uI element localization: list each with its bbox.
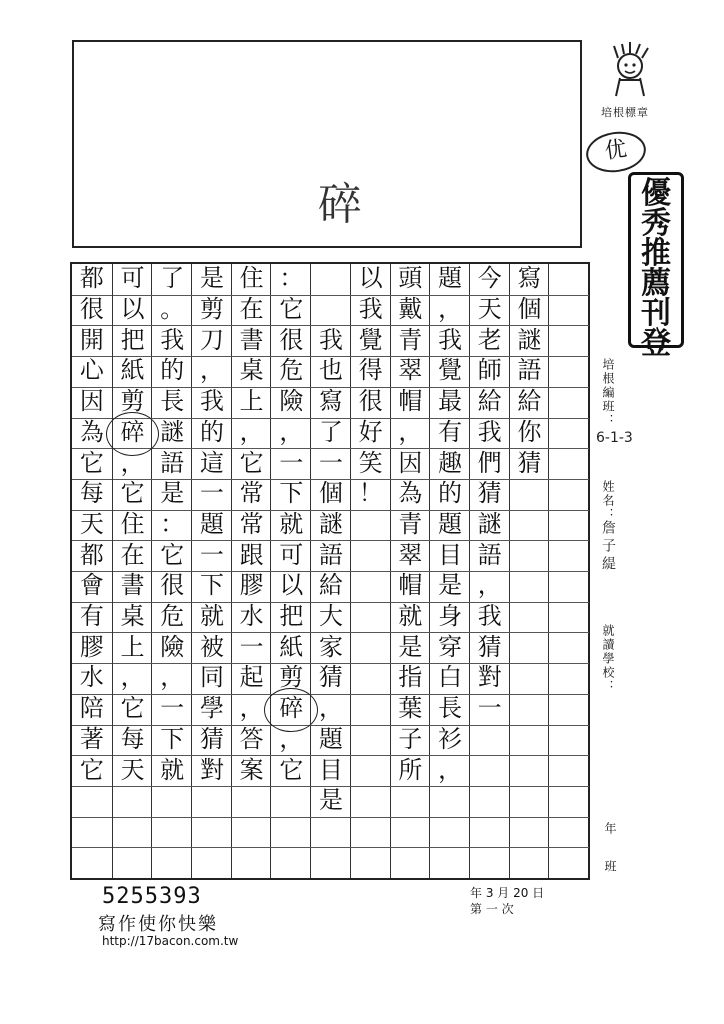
- essay-char: 膠: [79, 632, 104, 661]
- essay-char: 是: [438, 571, 463, 600]
- essay-char: 為: [79, 417, 104, 446]
- essay-char: 是: [199, 264, 224, 293]
- essay-char: [470, 817, 510, 848]
- essay-char: [470, 755, 510, 786]
- essay-char: 我: [199, 387, 224, 416]
- essay-char: 就: [398, 602, 423, 631]
- essay-char: [510, 694, 550, 725]
- essay-char: 險: [279, 387, 304, 416]
- essay-char: 你: [517, 417, 542, 446]
- essay-char: [391, 847, 431, 878]
- essay-char: [351, 817, 391, 848]
- essay-char: 它: [79, 448, 104, 477]
- teacher-circle-mark: [106, 412, 160, 457]
- essay-char: 有: [438, 417, 463, 446]
- banner-char: 薦: [641, 266, 671, 301]
- essay-char: 老: [477, 325, 502, 354]
- essay-char: 大: [319, 602, 343, 631]
- essay-char: 就: [199, 602, 224, 631]
- essay-char: [72, 817, 112, 848]
- essay-char: 心: [79, 356, 104, 385]
- class-label: 培根編班：: [601, 358, 615, 428]
- bacon-mascot-icon: [600, 40, 660, 100]
- essay-char: 起: [239, 663, 264, 692]
- website-url: http://17bacon.com.tw: [102, 934, 239, 948]
- essay-char: [549, 602, 589, 633]
- essay-char: [549, 540, 589, 571]
- essay-char: [510, 510, 550, 541]
- essay-char: 猜: [477, 632, 502, 661]
- essay-char: 語: [160, 448, 185, 477]
- essay-char: 膠: [239, 571, 264, 600]
- essay-char: 可: [279, 540, 304, 569]
- essay-char: 剪: [199, 295, 224, 324]
- essay-char: 答: [239, 724, 264, 753]
- essay-char: 會: [79, 571, 104, 600]
- essay-char: 的: [438, 479, 463, 508]
- essay-char: [351, 571, 391, 602]
- essay-char: 為: [398, 479, 423, 508]
- essay-char: [549, 632, 589, 663]
- essay-char: [152, 786, 192, 817]
- essay-char: 葉: [398, 694, 423, 723]
- essay-char: 刀: [199, 325, 224, 354]
- essay-column: [191, 264, 232, 878]
- essay-char: 目: [438, 540, 463, 569]
- essay-char: 我: [477, 417, 502, 446]
- essay-char: 每: [120, 724, 145, 753]
- essay-char: 我: [319, 325, 343, 354]
- essay-char: 。: [160, 295, 185, 324]
- essay-char: [152, 817, 192, 848]
- essay-char: 剪: [120, 387, 145, 416]
- essay-char: [192, 817, 232, 848]
- essay-char: 以: [279, 571, 304, 600]
- date-line: 年 3 月 20 日: [470, 886, 545, 900]
- stamp-label: 培根標章: [601, 106, 649, 119]
- essay-char: 紙: [279, 632, 304, 661]
- essay-char: 危: [160, 602, 185, 631]
- essay-char: ，: [199, 356, 224, 385]
- essay-char: 住: [120, 509, 145, 538]
- essay-char: 著: [79, 724, 104, 753]
- banner-char: 秀: [641, 206, 671, 241]
- essay-char: [271, 817, 311, 848]
- essay-char: ，: [120, 663, 145, 692]
- essay-char: [351, 540, 391, 571]
- essay-char: 帽: [398, 571, 423, 600]
- essay-char: ，: [279, 417, 304, 446]
- essay-char: 書: [239, 325, 264, 354]
- essay-char: 有: [79, 602, 104, 631]
- essay-char: 題: [438, 509, 463, 538]
- essay-char: 很: [79, 295, 104, 324]
- essay-char: 它: [279, 295, 304, 324]
- essay-char: [311, 264, 351, 295]
- essay-char: 陪: [79, 694, 104, 723]
- banner-char: 登: [641, 326, 671, 361]
- essay-char: 把: [279, 602, 304, 631]
- essay-char: [232, 786, 272, 817]
- essay-char: 上: [239, 387, 264, 416]
- essay-char: [510, 540, 550, 571]
- essay-char: 給: [517, 387, 542, 416]
- essay-char: ，: [438, 295, 463, 324]
- essay-char: 書: [120, 571, 145, 600]
- essay-char: [510, 663, 550, 694]
- essay-char: 對: [477, 663, 502, 692]
- essay-column: [112, 264, 153, 878]
- essay-char: [311, 847, 351, 878]
- essay-char: [549, 510, 589, 541]
- essay-char: 我: [438, 325, 463, 354]
- essay-char: 覺: [358, 325, 383, 354]
- essay-char: [549, 295, 589, 326]
- essay-char: 也: [319, 356, 343, 385]
- essay-char: 以: [358, 264, 383, 293]
- essay-char: [391, 817, 431, 848]
- essay-char: 長: [160, 387, 185, 416]
- essay-char: [271, 786, 311, 817]
- essay-char: 今: [477, 264, 502, 293]
- essay-char: [192, 847, 232, 878]
- essay-char: 猜: [199, 724, 224, 753]
- essay-char: 同: [199, 663, 224, 692]
- essay-char: [351, 786, 391, 817]
- essay-char: ，: [438, 755, 463, 784]
- essay-char: 頭: [398, 264, 423, 293]
- essay-char: 很: [358, 387, 383, 416]
- essay-char: [430, 847, 470, 878]
- essay-char: [510, 479, 550, 510]
- essay-char: 開: [79, 325, 104, 354]
- essay-char: 它: [120, 694, 145, 723]
- essay-column: [469, 264, 510, 878]
- essay-char: 們: [477, 448, 502, 477]
- essay-char: 題: [319, 724, 343, 753]
- essay-char: 指: [398, 663, 423, 692]
- essay-column: [350, 264, 391, 878]
- essay-char: 的: [199, 417, 224, 446]
- essay-char: [351, 602, 391, 633]
- essay-char: 是: [319, 786, 343, 815]
- essay-char: 語: [517, 356, 542, 385]
- essay-char: 子: [398, 724, 423, 753]
- essay-char: [510, 725, 550, 756]
- essay-title: 碎: [318, 179, 362, 230]
- essay-char: 桌: [239, 356, 264, 385]
- essay-char: 一: [199, 540, 224, 569]
- name-value: 詹子緹: [600, 520, 616, 574]
- essay-char: [549, 448, 589, 479]
- essay-char: 可: [120, 264, 145, 293]
- essay-char: [549, 817, 589, 848]
- essay-char: 目: [319, 755, 343, 784]
- essay-char: 個: [319, 479, 343, 508]
- class-value: 6-1-3: [596, 430, 633, 446]
- essay-char: [549, 786, 589, 817]
- recommendation-banner: [628, 172, 684, 361]
- essay-char: 因: [79, 387, 104, 416]
- essay-char: [351, 847, 391, 878]
- essay-char: [311, 295, 351, 326]
- essay-char: [549, 325, 589, 356]
- essay-char: [470, 847, 510, 878]
- essay-char: 我: [358, 295, 383, 324]
- essay-char: [549, 264, 589, 295]
- essay-char: 跟: [239, 540, 264, 569]
- essay-char: 題: [199, 509, 224, 538]
- essay-char: [510, 847, 550, 878]
- essay-column: [231, 264, 272, 878]
- submission-count: 第 一 次: [470, 902, 514, 916]
- name-label: 姓名：: [601, 480, 615, 522]
- essay-char: [351, 694, 391, 725]
- essay-char: [72, 786, 112, 817]
- essay-char: 常: [239, 479, 264, 508]
- essay-char: ，: [319, 694, 343, 723]
- essay-char: 很: [279, 325, 304, 354]
- essay-char: ，: [239, 694, 264, 723]
- essay-char: 因: [398, 448, 423, 477]
- essay-char: 翠: [398, 356, 423, 385]
- essay-char: [311, 817, 351, 848]
- essay-char: [72, 847, 112, 878]
- essay-char: 紙: [120, 356, 145, 385]
- essay-char: 都: [79, 264, 104, 293]
- essay-char: [470, 725, 510, 756]
- essay-char: 就: [279, 509, 304, 538]
- essay-char: 猜: [319, 663, 343, 692]
- essay-char: [549, 356, 589, 387]
- essay-char: 了: [160, 264, 185, 293]
- essay-char: [549, 571, 589, 602]
- essay-char: 身: [438, 602, 463, 631]
- essay-column: [548, 264, 589, 878]
- essay-char: [391, 786, 431, 817]
- essay-char: 謎: [477, 509, 502, 538]
- essay-char: 一: [199, 479, 224, 508]
- essay-char: 戴: [398, 295, 423, 324]
- essay-char: [549, 755, 589, 786]
- essay-char: 個: [517, 295, 542, 324]
- essay-char: 把: [120, 325, 145, 354]
- essay-char: [232, 847, 272, 878]
- essay-char: 趣: [438, 448, 463, 477]
- essay-char: 天: [120, 755, 145, 784]
- essay-char: ，: [160, 663, 185, 692]
- banner-char: 刊: [641, 296, 671, 331]
- essay-grid: [70, 262, 590, 880]
- essay-char: ：: [160, 509, 185, 538]
- essay-char: 家: [319, 632, 343, 661]
- essay-char: 它: [239, 448, 264, 477]
- essay-char: [351, 663, 391, 694]
- essay-char: [549, 418, 589, 449]
- essay-char: 它: [279, 755, 304, 784]
- essay-char: 這: [199, 448, 224, 477]
- essay-char: [549, 725, 589, 756]
- essay-char: ，: [120, 448, 145, 477]
- essay-char: [430, 786, 470, 817]
- essay-char: 給: [319, 571, 343, 600]
- essay-char: 一: [160, 694, 185, 723]
- essay-char: ！: [358, 479, 383, 508]
- essay-char: 常: [239, 509, 264, 538]
- essay-char: 天: [477, 295, 502, 324]
- essay-column: [390, 264, 431, 878]
- essay-char: [351, 510, 391, 541]
- essay-char: 案: [239, 755, 264, 784]
- essay-char: [510, 571, 550, 602]
- essay-char: 謎: [517, 325, 542, 354]
- essay-char: 就: [160, 755, 185, 784]
- essay-char: 下: [199, 571, 224, 600]
- essay-char: [549, 847, 589, 878]
- banner-char: 優: [641, 176, 671, 211]
- essay-char: 在: [120, 540, 145, 569]
- essay-char: [510, 602, 550, 633]
- essay-char: 它: [160, 540, 185, 569]
- essay-char: 寫: [517, 264, 542, 293]
- essay-char: 猜: [517, 448, 542, 477]
- essay-char: [549, 387, 589, 418]
- essay-char: 語: [319, 540, 343, 569]
- essay-column: [72, 264, 112, 878]
- essay-column: [151, 264, 192, 878]
- essay-char: [549, 694, 589, 725]
- essay-char: 穿: [438, 632, 463, 661]
- essay-char: 題: [438, 264, 463, 293]
- essay-char: 笑: [358, 448, 383, 477]
- essay-char: ，: [239, 417, 264, 446]
- essay-char: [113, 847, 153, 878]
- essay-char: [470, 786, 510, 817]
- essay-char: 水: [239, 602, 264, 631]
- essay-char: [351, 632, 391, 663]
- essay-char: 長: [438, 694, 463, 723]
- essay-char: 我: [477, 602, 502, 631]
- essay-char: [152, 847, 192, 878]
- grade-mark: 优: [584, 128, 649, 176]
- essay-char: 最: [438, 387, 463, 416]
- essay-char: 都: [79, 540, 104, 569]
- essay-column: [310, 264, 351, 878]
- essay-char: 在: [239, 295, 264, 324]
- essay-char: 翠: [398, 540, 423, 569]
- essay-char: 給: [477, 387, 502, 416]
- essay-char: 下: [279, 479, 304, 508]
- essay-char: 猜: [477, 479, 502, 508]
- essay-char: 下: [160, 724, 185, 753]
- essay-char: [510, 786, 550, 817]
- essay-char: 謎: [319, 509, 343, 538]
- essay-char: [113, 817, 153, 848]
- essay-char: [113, 786, 153, 817]
- essay-char: 了: [319, 417, 343, 446]
- essay-char: 天: [79, 509, 104, 538]
- essay-column: [509, 264, 550, 878]
- year-label: 年: [603, 822, 617, 836]
- essay-char: 一: [319, 448, 343, 477]
- essay-char: 一: [279, 448, 304, 477]
- essay-char: 對: [199, 755, 224, 784]
- essay-char: 險: [160, 632, 185, 661]
- essay-char: [192, 786, 232, 817]
- essay-char: [510, 755, 550, 786]
- essay-char: 它: [120, 479, 145, 508]
- essay-char: 我: [160, 325, 185, 354]
- essay-char: ，: [477, 571, 502, 600]
- banner-char: 推: [641, 236, 671, 271]
- essay-char: 師: [477, 356, 502, 385]
- essay-char: 所: [398, 755, 423, 784]
- essay-char: [430, 817, 470, 848]
- essay-char: ，: [279, 724, 304, 753]
- essay-char: 是: [398, 632, 423, 661]
- essay-char: 它: [79, 755, 104, 784]
- essay-char: 住: [239, 264, 264, 293]
- essay-char: 碎: [120, 417, 145, 446]
- essay-char: 桌: [120, 602, 145, 631]
- essay-char: [271, 847, 311, 878]
- essay-char: [549, 663, 589, 694]
- essay-column: [270, 264, 311, 878]
- essay-char: 水: [79, 663, 104, 692]
- class-unit-label: 班: [603, 860, 617, 874]
- essay-char: [351, 725, 391, 756]
- essay-char: 被: [199, 632, 224, 661]
- essay-char: 碎: [279, 694, 304, 723]
- essay-char: 很: [160, 571, 185, 600]
- essay-char: ，: [398, 417, 423, 446]
- essay-char: 青: [398, 325, 423, 354]
- essay-char: 上: [120, 632, 145, 661]
- essay-char: 得: [358, 356, 383, 385]
- essay-char: 一: [477, 694, 502, 723]
- essay-char: 覺: [438, 356, 463, 385]
- essay-char: [351, 755, 391, 786]
- essay-char: [232, 817, 272, 848]
- essay-char: 以: [120, 295, 145, 324]
- essay-char: 危: [279, 356, 304, 385]
- essay-char: 剪: [279, 663, 304, 692]
- essay-char: 好: [358, 417, 383, 446]
- essay-char: 是: [160, 479, 185, 508]
- essay-char: ：: [279, 264, 304, 293]
- essay-char: 的: [160, 356, 185, 385]
- essay-char: 語: [477, 540, 502, 569]
- essay-char: 青: [398, 509, 423, 538]
- essay-char: 寫: [319, 387, 343, 416]
- essay-char: 帽: [398, 387, 423, 416]
- essay-char: 衫: [438, 724, 463, 753]
- essay-column: [429, 264, 470, 878]
- essay-char: 一: [239, 632, 264, 661]
- essay-char: [549, 479, 589, 510]
- slogan: 寫作使你快樂: [98, 914, 218, 935]
- essay-char: 謎: [160, 417, 185, 446]
- phone-number: 5255393: [102, 884, 202, 909]
- essay-char: [510, 817, 550, 848]
- school-label: 就讀學校：: [601, 624, 615, 694]
- essay-char: 白: [438, 663, 463, 692]
- essay-char: 每: [79, 479, 104, 508]
- essay-char: [510, 632, 550, 663]
- essay-char: 學: [199, 694, 224, 723]
